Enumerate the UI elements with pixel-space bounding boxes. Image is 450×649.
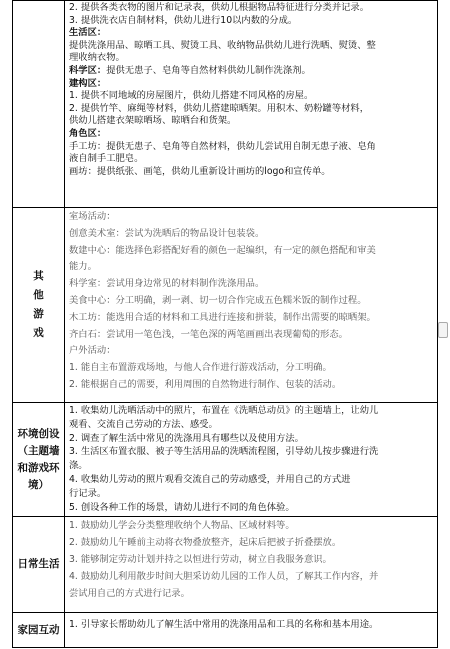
text-line: 涤。 (69, 460, 88, 472)
text-line: 提供无患子、皂角等自然材料供幼儿制作洗涤剂。 (106, 64, 311, 76)
row-header-empty (13, 1, 65, 208)
text-line: 2. 提供竹竿、麻绳等材料，供幼儿搭建晾晒架。用积木、奶粉罐等材料， (69, 102, 370, 114)
section-heading-science: 科学区： (69, 64, 107, 76)
text-line: 3. 提供洗衣店自制材料，供幼儿进行10以内数的分成。 (69, 14, 298, 26)
text-line: 1. 收集幼儿洗晒活动中的照片，布置在《洗晒总动员》的主题墙上，让幼儿 (69, 405, 379, 416)
text-line: 2. 能根据自己的需要，利用周围的自然物进行制作、包装的活动。 (69, 378, 342, 390)
text-line: 科学室：尝试用身边常见的材料制作洗涤用品。 (69, 278, 265, 290)
table-row-daily-life (13, 517, 438, 613)
text-line: 创意美术室：尝试为洗晒后的物品设计包装袋。 (69, 227, 265, 239)
text-line: 美食中心：分工明确，剥一剥、切一切合作完成五色糯米饭的制作过程。 (69, 294, 367, 306)
text-line: 4. 鼓励幼儿利用散步时间大胆采访幼儿园的工作人员，了解其工作内容，并 (69, 570, 379, 582)
text-line: 4. 收集幼儿劳动的照片观看交流自己的劳动感受，并用自己的方式进 (69, 473, 351, 485)
row-header-environment: 环境创设（主题墙和游戏环境） (13, 403, 65, 517)
text-line: 1. 引导家长帮助幼儿了解生活中常用的洗涤用品和工具的名称和基本用途。 (69, 619, 379, 631)
text-line: 画坊：提供纸张、画笔，供幼儿重新设计画坊的logo和宣传单。 (69, 165, 331, 177)
page-scroll-handle[interactable] (438, 322, 448, 338)
section-heading-role: 角色区： (69, 127, 107, 139)
home-school-cell (65, 613, 438, 648)
text-line: 能力。 (69, 261, 97, 273)
text-line: 行记录。 (69, 487, 107, 499)
text-line: 齐白石：尝试用一笔色浅，一笔色深的两笔画画出表现葡萄的形态。 (69, 328, 348, 340)
plan-document (12, 0, 437, 649)
text-line: 2. 调查了解生活中常见的洗涤用具有哪些以及使用方法。 (69, 432, 304, 444)
text-line: 2. 鼓励幼儿午睡前主动将衣物叠放整齐，起床后把被子折叠摆放。 (69, 537, 342, 549)
section-heading-life: 生活区： (69, 27, 107, 39)
area-activities-cell (65, 1, 438, 208)
row-header-home-school: 家园互动 (13, 613, 65, 648)
daily-life-cell (65, 517, 438, 613)
table-row-area-activities (13, 1, 438, 208)
text-line: 数建中心：能选择色彩搭配好看的颜色一起编织，有一定的颜色搭配和审美 (69, 244, 376, 256)
text-line: 木工坊：能选用合适的材料和工具进行连接和拼装，制作出需要的晾晒架。 (69, 311, 376, 323)
text-line: 理收纳衣物。 (69, 52, 125, 64)
text-line: 手工坊：提供无患子、皂角等自然材料，供幼儿尝试用自制无患子液、皂角 (69, 140, 376, 152)
text-line: 2. 提供各类衣物的图片和记录表，供幼儿根据物品特征进行分类并记录。 (69, 2, 370, 13)
text-line: 1. 提供不同地域的房屋图片，供幼儿搭建不同风格的房屋。 (69, 90, 314, 102)
table-row-other-games (13, 208, 438, 403)
environment-cell (65, 403, 438, 517)
other-games-cell (65, 208, 438, 403)
text-line: 提供洗涤用品、晾晒工具、熨烫工具、收纳物品供幼儿进行洗晒、熨烫、整 (69, 39, 376, 51)
text-line: 1. 鼓励幼儿学会分类整理收纳个人物品、区域材料等。 (69, 520, 295, 532)
text-line: 户外活动： (69, 345, 116, 357)
section-heading-build: 建构区： (69, 77, 107, 89)
text-line: 尝试用自己的方式进行记录。 (69, 587, 190, 599)
activity-plan-table (12, 0, 438, 648)
row-header-other-games: 其他游戏 (13, 208, 65, 403)
text-line: 3. 生活区布置衣服、被子等生活用品的洗晒流程图，引导幼儿按步骤进行洗 (69, 446, 379, 458)
row-header-daily-life: 日常生活 (13, 517, 65, 613)
text-line: 观看、交流自己劳动的方法、感受。 (69, 418, 218, 430)
text-line: 5. 创设各种工作的场景，请幼儿进行不同的角色体验。 (69, 501, 295, 513)
table-row-environment (13, 403, 438, 517)
text-line: 3. 能够制定劳动计划并持之以恒进行劳动，树立自我服务意识。 (69, 553, 332, 565)
table-row-home-school (13, 613, 438, 648)
text-line: 供幼儿搭建衣架晾晒场、晾晒台和货架。 (69, 115, 237, 127)
text-line: 1. 能自主布置游戏场地，与他人合作进行游戏活动，分工明确。 (69, 362, 332, 374)
text-line: 液自制手工肥皂。 (69, 153, 144, 165)
text-line: 室场活动： (69, 211, 116, 222)
